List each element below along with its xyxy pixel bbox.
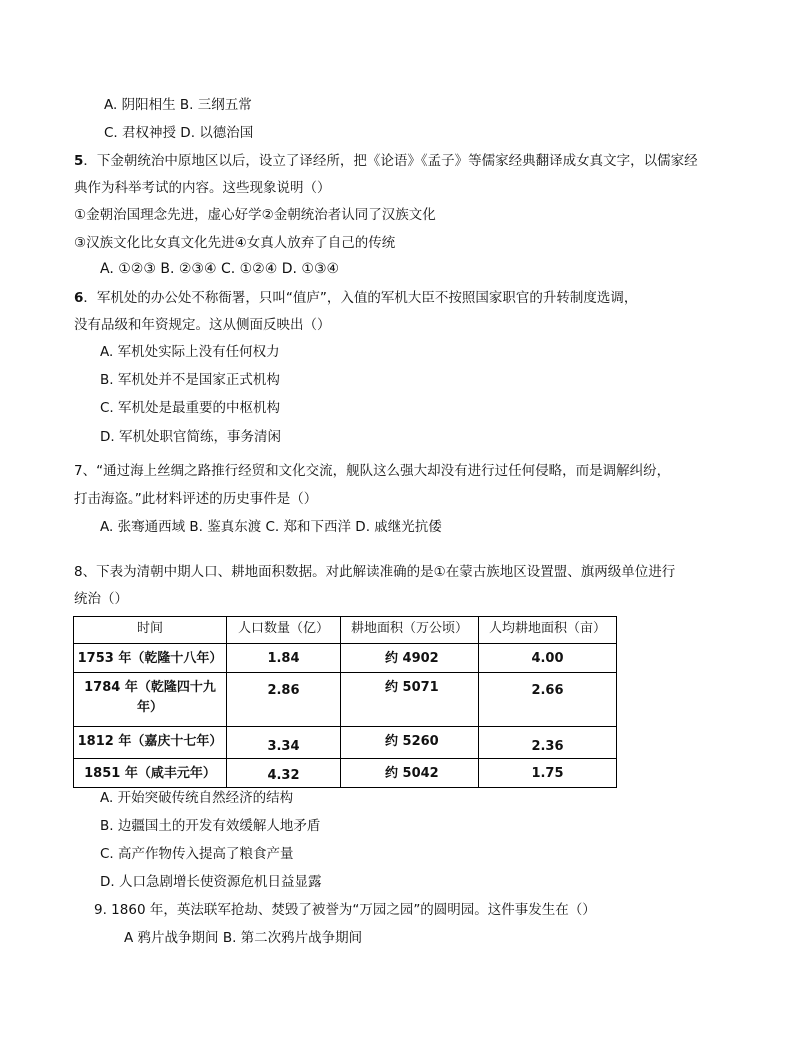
q8-option-b: B. 边疆国土的开发有效缓解人地矛盾 xyxy=(100,818,321,834)
q5-items-line2: ③汉族文化比女真文化先进④女真人放弃了自己的传统 xyxy=(74,235,396,251)
table-cell-per-capita: 1.75 xyxy=(479,759,617,788)
q6-option-b: B. 军机处并不是国家正式机构 xyxy=(100,372,280,388)
table-cell-land: 约 5071 xyxy=(341,673,479,727)
table-row xyxy=(74,759,617,788)
q5-stem-line1 xyxy=(74,152,698,170)
q5-stem-text: ．下金朝统治中原地区以后，设立了译经所，把《论语》《孟子》等儒家经典翻译成女真文字，以儒家经 xyxy=(83,153,698,169)
q5-number: 5 xyxy=(74,153,84,169)
q8-option-a: A. 开始突破传统自然经济的结构 xyxy=(100,790,294,806)
table-header-row xyxy=(74,617,617,644)
table-row xyxy=(74,673,617,727)
q8-stem-line1: 8、下表为清朝中期人口、耕地面积数据。对此解读准确的是①在蒙古族地区设置盟、旗两级单位进行 xyxy=(74,564,676,580)
q6-stem-text: ．军机处的办公处不称衙署，只叫“值庐”，入值的军机大臣不按照国家职官的升转制度选调， xyxy=(83,290,638,306)
q5-items-line1: ①金朝治国理念先进，虚心好学②金朝统治者认同了汉族文化 xyxy=(74,207,436,223)
table-cell-per-capita: 2.66 xyxy=(479,673,617,727)
population-land-table xyxy=(73,616,617,788)
table-cell-time: 1851 年（咸丰元年） xyxy=(74,759,227,788)
q8-stem-line2: 统治（） xyxy=(74,591,128,607)
q6-number: 6 xyxy=(74,290,84,306)
q8-option-c: C. 高产作物传入提高了粮食产量 xyxy=(100,846,294,862)
table-cell-population: 2.86 xyxy=(227,673,341,727)
q7-stem-line2: 打击海盗。”此材料评述的历史事件是（） xyxy=(74,491,318,507)
table-cell-population: 3.34 xyxy=(227,727,341,759)
q7-stem-line1: 7、“通过海上丝绸之路推行经贸和文化交流，舰队这么强大却没有进行过任何侵略，而是调解纠纷， xyxy=(74,463,671,479)
table-header-cell: 耕地面积（万公顷） xyxy=(341,617,479,644)
table-cell-population: 4.32 xyxy=(227,759,341,788)
q6-option-c: C. 军机处是最重要的中枢机构 xyxy=(100,400,281,416)
table-cell-time: 1753 年（乾隆十八年） xyxy=(74,644,227,673)
q5-stem-line2: 典作为科举考试的内容。这些现象说明（） xyxy=(74,180,331,196)
table-cell-time: 1784 年（乾隆四十九年） xyxy=(74,673,227,727)
q5-options: A. ①②③ B. ②③④ C. ①②④ D. ①③④ xyxy=(100,261,340,277)
q9-options: A 鸦片战争期间 B. 第二次鸦片战争期间 xyxy=(124,930,363,946)
table-header-cell: 人口数量（亿） xyxy=(227,617,341,644)
q4-options-cd: C. 君权神授 D. 以德治国 xyxy=(104,125,254,141)
table-header-cell: 人均耕地面积（亩） xyxy=(479,617,617,644)
q8-option-d: D. 人口急剧增长使资源危机日益显露 xyxy=(100,874,322,890)
table-cell-per-capita: 2.36 xyxy=(479,727,617,759)
table-cell-time: 1812 年（嘉庆十七年） xyxy=(74,727,227,759)
table-header-cell: 时间 xyxy=(74,617,227,644)
q6-stem-line1 xyxy=(74,289,637,307)
q9-stem: 9. 1860 年，英法联军抢劫、焚毁了被誉为“万园之园”的圆明园。这件事发生在（） xyxy=(94,902,596,918)
table-row xyxy=(74,644,617,673)
table-cell-per-capita: 4.00 xyxy=(479,644,617,673)
table-cell-land: 约 4902 xyxy=(341,644,479,673)
table-cell-population: 1.84 xyxy=(227,644,341,673)
q6-option-a: A. 军机处实际上没有任何权力 xyxy=(100,344,280,360)
q7-options: A. 张骞通西域 B. 鉴真东渡 C. 郑和下西洋 D. 戚继光抗倭 xyxy=(100,519,442,535)
q6-option-d: D. 军机处职官简练，事务清闲 xyxy=(100,429,281,445)
table-cell-land: 约 5260 xyxy=(341,727,479,759)
table-cell-land: 约 5042 xyxy=(341,759,479,788)
table-row xyxy=(74,727,617,759)
q6-stem-line2: 没有品级和年资规定。这从侧面反映出（） xyxy=(74,317,331,333)
q4-options-ab: A. 阴阳相生 B. 三纲五常 xyxy=(104,97,252,113)
